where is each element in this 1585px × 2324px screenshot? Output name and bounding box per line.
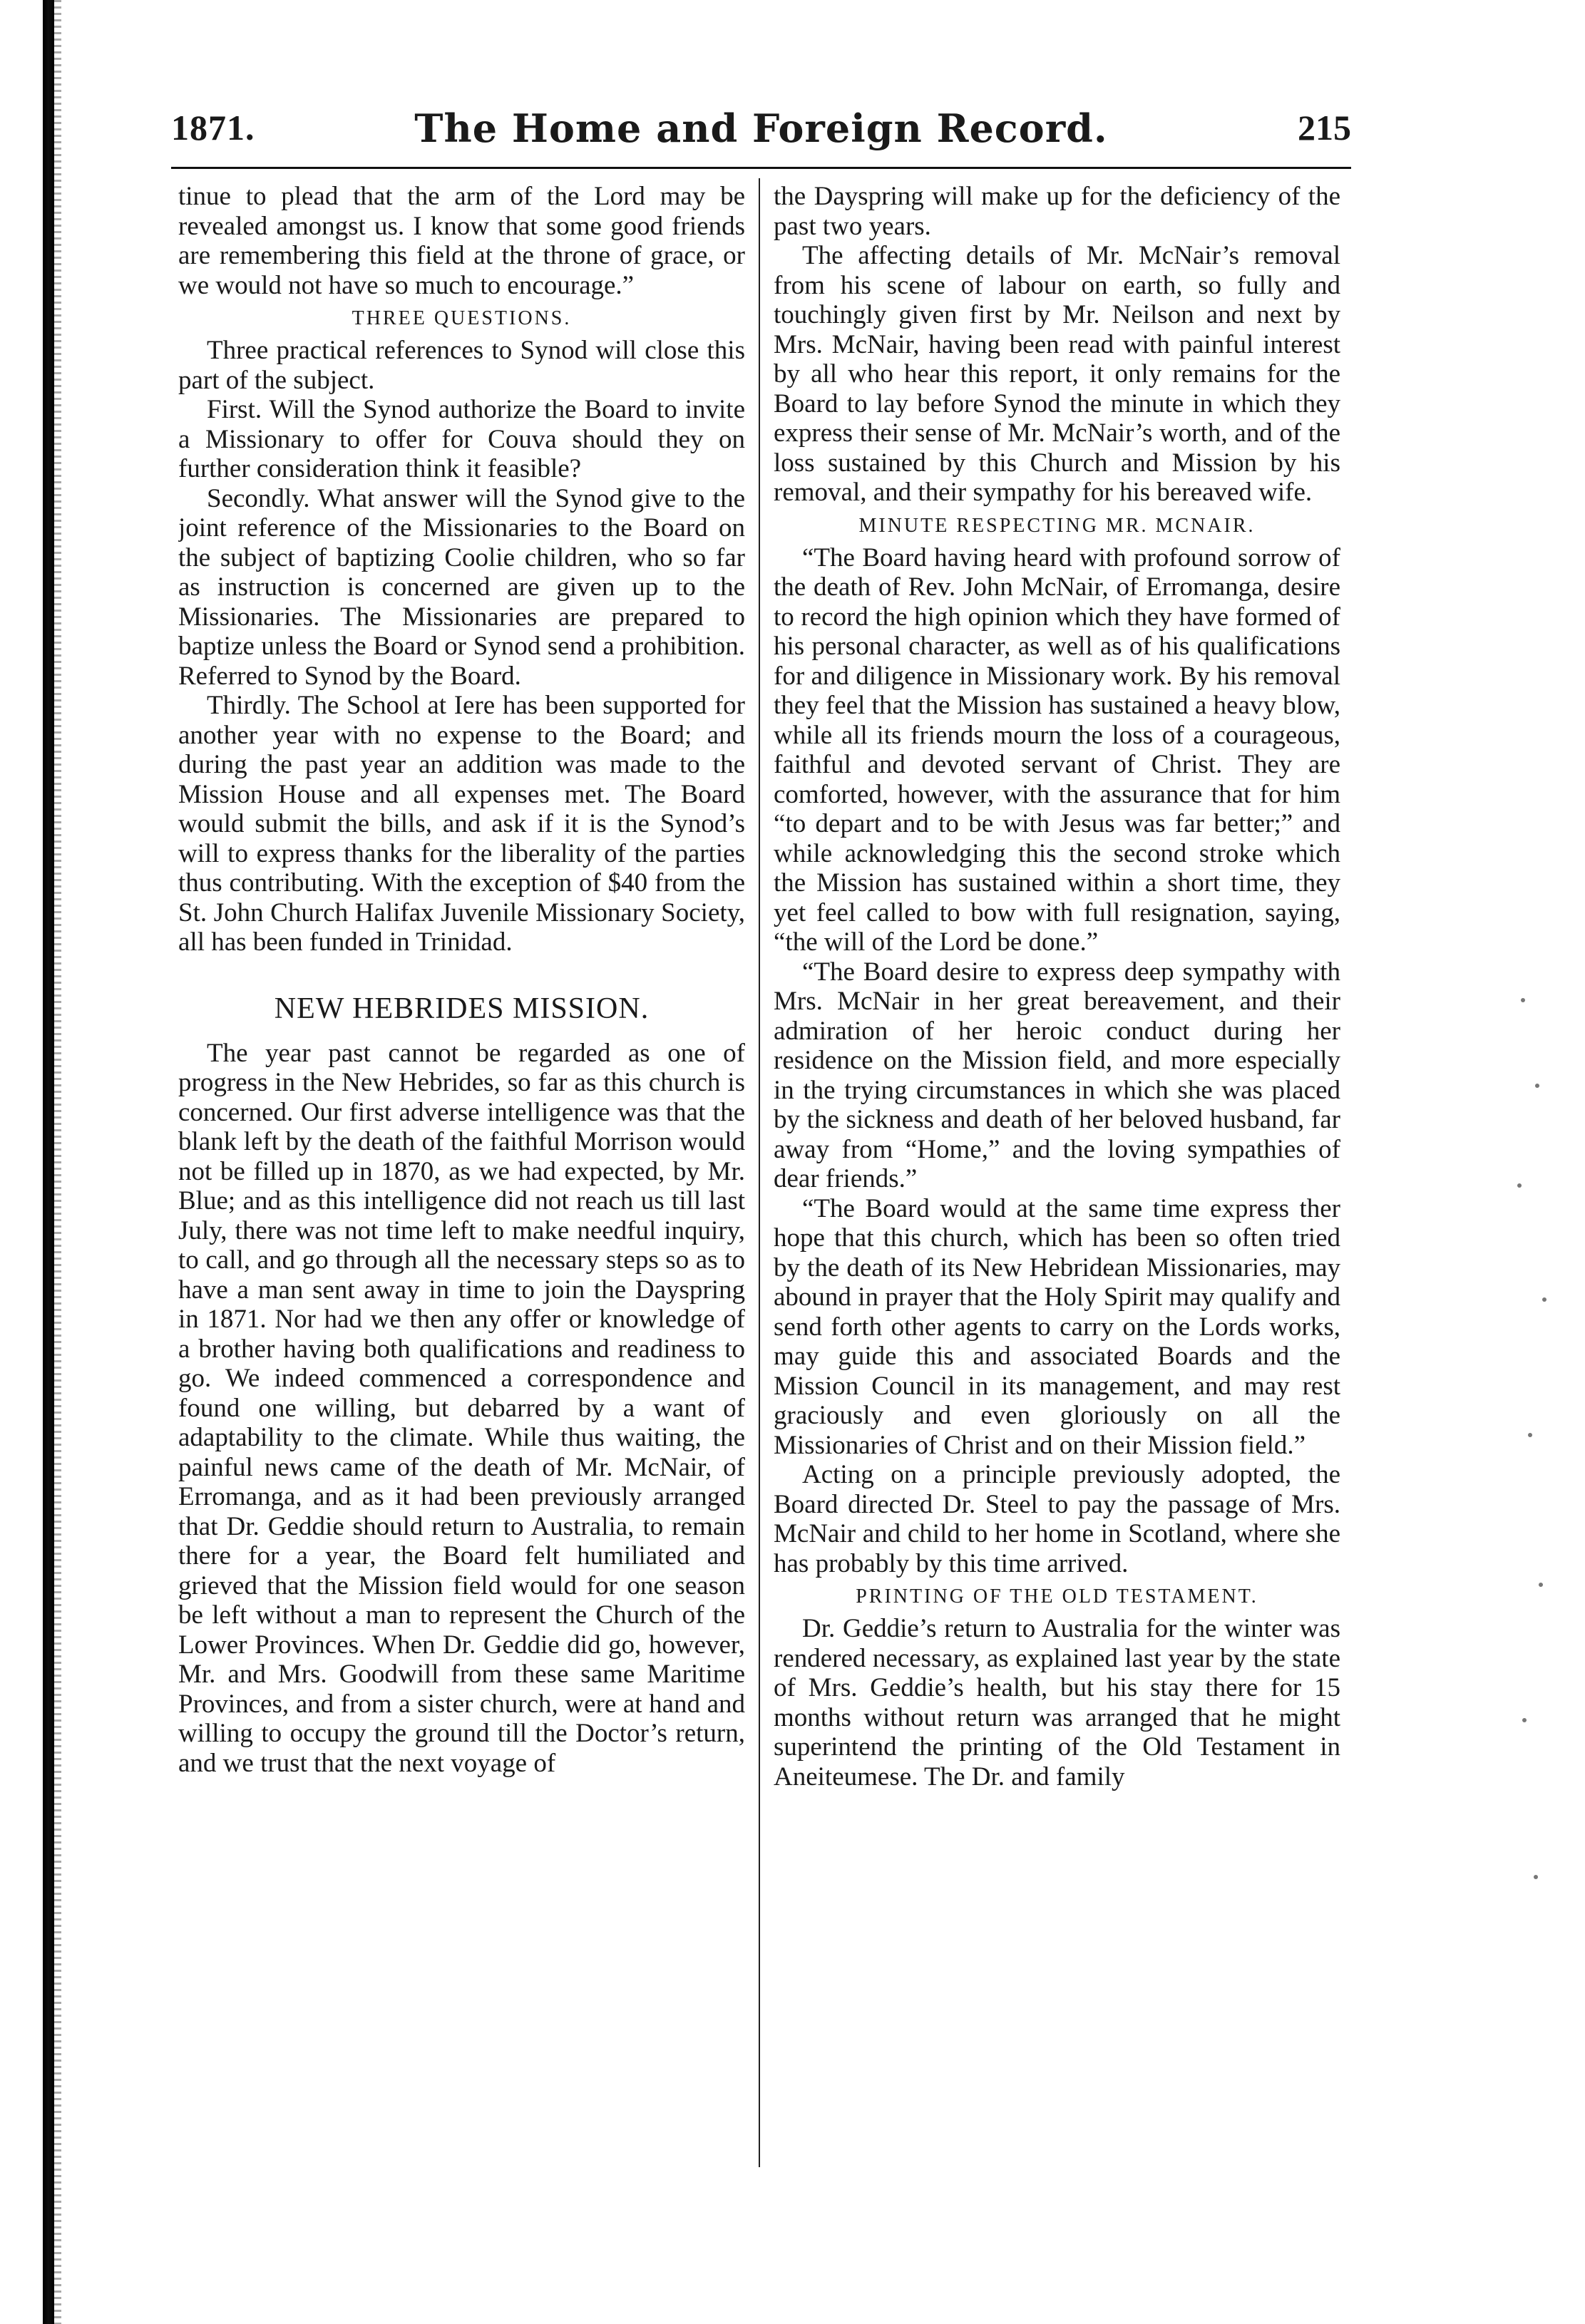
paragraph: “The Board would at the same time express ther hope that this church, which has been so often tried by the death of its New Hebridean Missionaries, may abound in prayer that the Holy Spirit may qualify and send forth other agents to carry on the Lords works, may guide this and associated Boards and the Mission Council in its management, and may rest graciously and even gloriously on all the Missionaries of Christ and on their Mission field.” — [774, 1193, 1340, 1460]
paragraph: “The Board having heard with profound sorrow of the death of Rev. John McNair, of Erromanga, desire to record the high opinion which they have formed of his personal character, as well as of his qualifications for and diligence in Missionary work. By his removal they feel that the Mission has sustained a heavy blow, while all its friends mourn the loss of a courageous, faithful and devoted servant of Christ. They are comforted, however, with the assurance that for him “to depart and to be with Jesus was far better;” and while acknowledging this the second stroke which the Mission has sustained within a short time, they yet feel called to bow with full resignation, saying, “the will of the Lord be done.” — [774, 543, 1340, 957]
binding-edge — [54, 0, 61, 2324]
paragraph: tinue to plead that the arm of the Lord may be revealed amongst us. I know that some good friends are remembering this field at the throne of grace, or we would not have so much to encourage.” — [178, 182, 745, 300]
paragraph: The year past cannot be regarded as one of progress in the New Hebrides, so far as this church is concerned. Our first adverse intelligence was that the blank left by the death of the faithful Morrison would not be filled up in 1870, as we had expected, by Mr. Blue; and as this intelligence did not reach us till last July, there was not time left to make needful inquiry, to call, and go through all the necessary steps so as to have a man sent away in time to join the Dayspring in 1871. Nor had we then any offer or knowledge of a brother having both qualifications and readiness to go. We indeed commenced a correspondence and found one willing, but debarred by a want of adaptability to the climate. While thus waiting, the painful news came of the death of Mr. McNair, of Erromanga, and as it had been previously arranged that Dr. Geddie should return to Australia, to remain there for a year, the Board felt humiliated and grieved that the Mission field would for one season be left without a man to represent the Church of the Lower Provinces. When Dr. Geddie did go, however, Mr. and Mrs. Goodwill from these same Maritime Provinces, and from a sister church, were at hand and willing to occupy the ground till the Doctor’s return, and we trust that the next voyage of — [178, 1038, 745, 1778]
section-heading-printing-old-testament: PRINTING OF THE OLD TESTAMENT. — [856, 1585, 1258, 1608]
right-column — [774, 182, 1340, 2171]
paragraph: First. Will the Synod authorize the Board to invite a Missionary to offer for Couva should they on further consideration think it feasible? — [178, 395, 745, 483]
paragraph: Three practical references to Synod will close this part of the subject. — [178, 336, 745, 395]
section-heading-minute-mcnair: MINUTE RESPECTING MR. MCNAIR. — [858, 514, 1256, 537]
paragraph: Thirdly. The School at Iere has been supported for another year with no expense to the Board; and during the past year an addition was made to the Mission House and all expenses met. The Board would submit the bills, and ask if it is the Synod’s will to express thanks for the liberality of the parties thus contributing. With the exception of $40 from the St. John Church Halifax Juvenile Missionary Society, all has been funded in Trinidad. — [178, 691, 745, 957]
header-year: 1871. — [171, 108, 255, 148]
paragraph: “The Board desire to express deep sympathy with Mrs. McNair in her great bereavement, and their admiration of her heroic conduct during her residence on the Mission field, and more especially in the trying circumstances in which she was placed by the sickness and death of her beloved husband, far away from “Home,” and the loving sympathies of dear friends.” — [774, 957, 1340, 1193]
paragraph: Acting on a principle previously adopted, the Board directed Dr. Steel to pay the passage of Mrs. McNair and child to her home in Scotland, where she has probably by this time arrived. — [774, 1460, 1340, 1578]
paragraph: the Dayspring will make up for the deficiency of the past two years. — [774, 182, 1340, 241]
paragraph: The affecting details of Mr. McNair’s removal from his scene of labour on earth, so fully and touchingly given first by Mr. Neilson and next by Mrs. McNair, having been read with painful interest by all who hear this report, it only remains for the Board to lay before Synod the minute in which they express their sense of Mr. McNair’s worth, and of the loss sustained by this Church and Mission by his removal, and their sympathy for his bereaved wife. — [774, 241, 1340, 507]
page-number: 215 — [1298, 108, 1351, 148]
journal-title: The Home and Foreign Record. — [414, 106, 1108, 151]
header-rule — [171, 167, 1351, 169]
paragraph: Dr. Geddie’s return to Australia for the winter was rendered necessary, as explained last year by the state of Mrs. Geddie’s health, but his stay there for 15 months without return was arranged that he might superintend the printing of the Old Testament in Aneiteumese. The Dr. and family — [774, 1614, 1340, 1791]
left-column — [178, 182, 745, 2171]
scan-speckle-marks — [1514, 998, 1556, 1996]
column-divider — [759, 178, 760, 2167]
page-header — [171, 100, 1351, 157]
section-heading-three-questions: THREE QUESTIONS. — [352, 307, 572, 329]
book-spine-shadow — [43, 0, 54, 2324]
paragraph: Secondly. What answer will the Synod give to the joint reference of the Missionaries to the Board on the subject of baptizing Coolie children, who so far as instruction is concerned are given up to the Missionaries. The Missionaries are prepared to baptize unless the Board or Synod send a prohibition. Referred to Synod by the Board. — [178, 483, 745, 691]
section-heading-new-hebrides-mission: NEW HEBRIDES MISSION. — [274, 992, 650, 1025]
